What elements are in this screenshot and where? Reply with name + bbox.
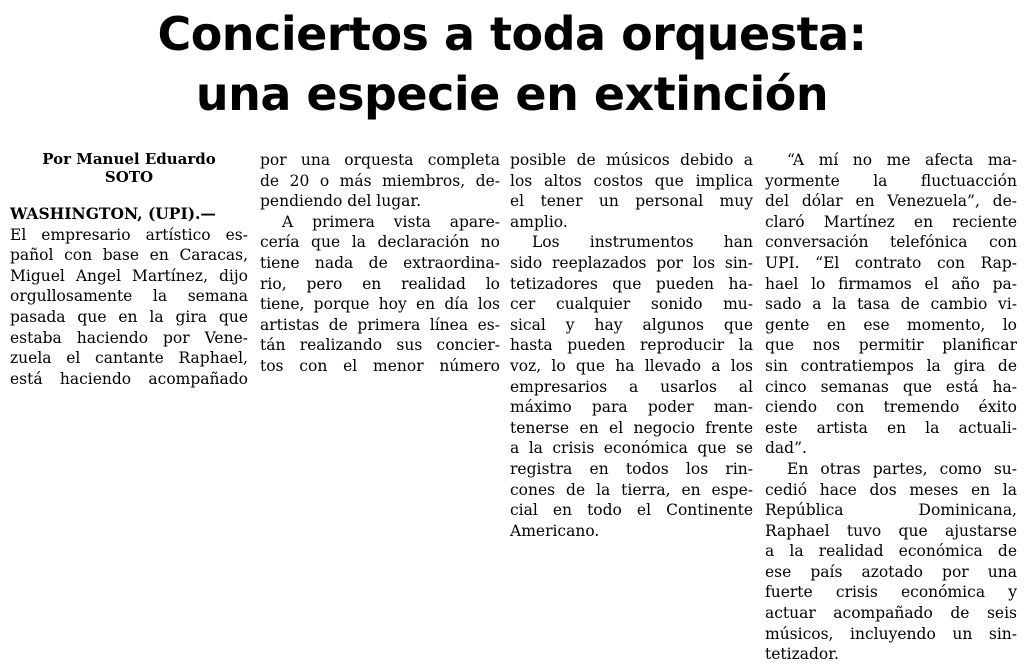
text-line: claró Martínez en reciente [765,212,1017,231]
text-line: músicos, incluyendo un sin- [765,624,1017,643]
text-line: cer cualquier sonido mu- [510,295,753,314]
text-line: sical y hay algunos que [510,315,753,334]
headline-line-2: una especie en extinción [195,67,829,121]
text-line: cones de la tierra, en espe- [510,480,753,499]
text-line: artistas de primera línea es- [260,315,500,334]
text-line: cinco semanas que está ha- [765,377,1017,396]
paragraph [765,150,1017,459]
headline-line-1: Conciertos a toda orquesta: [157,7,867,61]
paragraph [510,150,753,232]
text-line: a la realidad económica de [765,542,1017,561]
text-line: tiene nada de extraordina- [260,253,500,272]
paragraph [510,232,753,541]
text-line: orgullosamente la semana [10,287,248,306]
text-line: conversación telefónica con [765,233,1017,252]
text-line: estaba haciendo por Vene- [10,328,248,347]
text-line: empresarios a usarlos al [510,377,753,396]
text-line: por una orquesta completa [260,151,500,169]
text-line: tetizador. [765,645,839,664]
text-line: registra en todos los rin- [510,459,753,478]
text-line: sado a la tasa de cambio vi- [765,295,1017,314]
text-line: de 20 o más miembros, de- [260,171,500,190]
text-line: tos con el menor número [260,356,500,375]
paragraph [260,212,500,377]
paragraph [260,150,500,212]
text-line: cería que la declaración no [260,233,500,252]
text-line: El empresario artístico es- [10,225,248,244]
column-1 [10,150,248,389]
text-line: tán realizando sus concier- [260,336,500,355]
text-line: UPI. “El contrato con Rap- [765,253,1017,272]
text-line: cedió hace dos meses en la [765,480,1017,499]
text-line: a la crisis económica que se [510,439,753,458]
text-line: gente en ese momento, lo [765,315,1017,334]
column-2 [260,150,500,377]
text-line: Miguel Angel Martínez, dijo [10,266,248,285]
text-line: ese país azotado por una [765,562,1017,581]
text-line: “A mí no me afecta ma- [787,151,1017,169]
text-line: hasta pueden reproducir la [510,336,753,355]
article-lead-paragraph [10,204,248,389]
text-line: tetizadores que pueden ha- [510,274,753,293]
headline [0,4,1024,124]
text-line: Raphael tuvo que ajustarse [765,521,1017,540]
text-line: ciendo con tremendo éxito [765,398,1017,417]
byline [10,150,248,186]
text-line: hael lo firmamos el año pa- [765,274,1017,293]
text-line: amplio. [510,212,568,231]
text-line: tiene, porque hoy en día los [260,295,500,314]
text-line: yormente la fluctuacción [765,171,1017,190]
text-line: posible de músicos debido a [510,151,753,169]
text-line: Los instrumentos han [532,233,753,252]
text-line: los altos costos que implica [510,171,753,190]
byline-line-2: SOTO [104,168,154,186]
text-line: voz, lo que ha llevado a los [510,356,753,375]
text-line: cial en todo el Continente [510,501,753,520]
text-line: A primera vista apare- [282,212,500,231]
text-line: este artista en la actuali- [765,418,1017,437]
text-line: máximo para poder man- [510,398,753,417]
text-line: dad”. [765,439,807,458]
text-line: actuar acompañado de seis [765,604,1017,623]
text-line: rio, pero en realidad lo [260,274,500,293]
text-line: sido reeplazados por los sin- [510,253,753,272]
text-line: está haciendo acompañado [10,369,248,388]
column-4 [765,150,1017,665]
text-line: En otras partes, como su- [787,459,1017,478]
column-3 [510,150,753,541]
text-line: sin contratiempos la gira de [765,356,1017,375]
text-line: Americano. [510,521,600,540]
text-line: República Dominicana, [765,501,1017,520]
byline-line-1: Por Manuel Eduardo [42,150,216,168]
text-line: el tener un personal muy [510,192,753,211]
text-line: fuerte crisis económica y [765,583,1017,602]
text-line: pañol con base en Caracas, [10,246,248,265]
text-line: tenerse en el negocio frente [510,418,753,437]
text-line: del dólar en Venezuela”, de- [765,192,1017,211]
text-line: zuela el cantante Raphael, [10,349,248,368]
text-line: pendiendo del lugar. [260,192,422,211]
text-line: pasada que en la gira que [10,307,248,326]
dateline: WASHINGTON, (UPI).— [10,204,216,223]
text-line: que nos permitir planificar [765,336,1017,355]
